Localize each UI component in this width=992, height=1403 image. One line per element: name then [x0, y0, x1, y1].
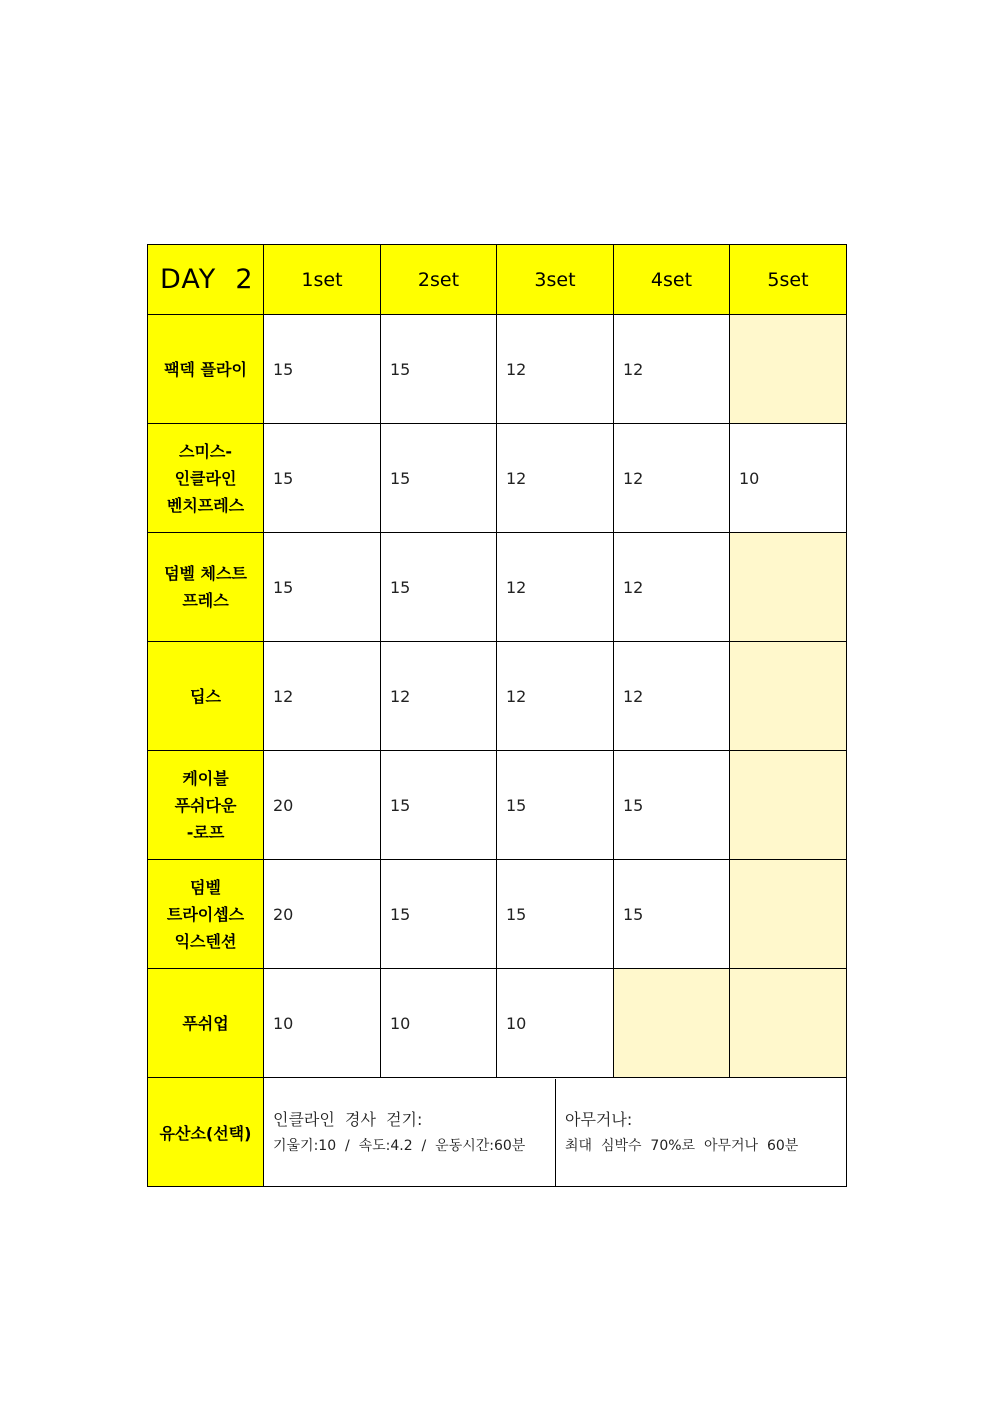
- exercise-name-line: 케이블: [182, 768, 229, 788]
- rep-cell: 15: [614, 860, 730, 969]
- exercise-name: [148, 424, 264, 533]
- set-header-3: 3set: [497, 245, 614, 315]
- rep-cell: 20: [264, 860, 381, 969]
- cardio-option-detail: 기울기:10 / 속도:4.2 / 운동시간:60분: [273, 1137, 526, 1154]
- exercise-row-peck-deck-fly: [148, 315, 847, 424]
- rep-cell: 20: [264, 751, 381, 860]
- exercise-row-cable-pushdown-rope: [148, 751, 847, 860]
- rep-cell: 12: [497, 424, 614, 533]
- rep-cell: 15: [497, 860, 614, 969]
- cardio-option-incline-walk: [264, 1079, 556, 1186]
- rep-cell: 12: [264, 642, 381, 751]
- cardio-option-title: 아무거나:: [565, 1109, 633, 1129]
- rep-cell: 15: [381, 315, 497, 424]
- exercise-row-pushup: [148, 969, 847, 1078]
- exercise-name-line: 푸쉬다운: [174, 795, 237, 815]
- empty-rep-cell: [730, 315, 847, 424]
- rep-cell: 12: [497, 533, 614, 642]
- rep-cell: 10: [264, 969, 381, 1078]
- empty-rep-cell: [730, 751, 847, 860]
- exercise-row-smith-incline-bench: [148, 424, 847, 533]
- empty-rep-cell: [730, 860, 847, 969]
- exercise-row-dips: [148, 642, 847, 751]
- exercise-name-line: 프레스: [182, 591, 229, 610]
- rep-cell: 10: [730, 424, 847, 533]
- rep-cell: 12: [614, 642, 730, 751]
- rep-cell: 10: [497, 969, 614, 1078]
- exercise-name: [148, 969, 264, 1078]
- rep-cell: 15: [381, 751, 497, 860]
- rep-cell: 12: [614, 424, 730, 533]
- exercise-name-line: 익스텐션: [174, 931, 237, 951]
- rep-cell: 15: [264, 424, 381, 533]
- set-header-1: 1set: [264, 245, 381, 315]
- exercise-name-line: 푸쉬업: [182, 1013, 229, 1033]
- rep-cell: 15: [381, 860, 497, 969]
- exercise-name-line: 팩덱 플라이: [164, 359, 247, 379]
- exercise-name-line: 스미스-: [178, 441, 232, 461]
- rep-cell: 15: [264, 533, 381, 642]
- set-header-4: 4set: [614, 245, 730, 315]
- rep-cell: 12: [614, 533, 730, 642]
- empty-rep-cell: [730, 642, 847, 751]
- rep-cell: 15: [381, 533, 497, 642]
- cardio-options: [264, 1078, 847, 1187]
- rep-cell: 12: [381, 642, 497, 751]
- rep-cell: 15: [381, 424, 497, 533]
- exercise-name: [148, 315, 264, 424]
- empty-rep-cell: [730, 969, 847, 1078]
- exercise-name-line: 덤벨 체스트: [164, 564, 247, 583]
- exercise-name-line: -로프: [186, 822, 225, 842]
- set-header-2: 2set: [381, 245, 497, 315]
- empty-rep-cell: [730, 533, 847, 642]
- exercise-row-dumbbell-chest-press: [148, 533, 847, 642]
- rep-cell: 15: [264, 315, 381, 424]
- exercise-name: [148, 751, 264, 860]
- rep-cell: 12: [497, 315, 614, 424]
- cardio-row: [148, 1078, 847, 1187]
- rep-cell: 12: [497, 642, 614, 751]
- exercise-name: [148, 642, 264, 751]
- rep-cell: 10: [381, 969, 497, 1078]
- workout-table: [147, 244, 847, 1187]
- exercise-row-dumbbell-triceps-extension: [148, 860, 847, 969]
- exercise-name: [148, 533, 264, 642]
- cardio-option-detail: 최대 심박수 70%로 아무거나 60분: [565, 1137, 799, 1154]
- exercise-name-line: 딥스: [190, 686, 221, 706]
- exercise-name-line: 인클라인: [174, 468, 237, 488]
- set-header-5: 5set: [730, 245, 847, 315]
- exercise-name: [148, 860, 264, 969]
- cardio-option-anything: [556, 1079, 846, 1186]
- exercise-name-line: 덤벨: [190, 877, 221, 897]
- exercise-name-line: 트라이셉스: [166, 904, 245, 924]
- rep-cell: 12: [614, 315, 730, 424]
- empty-rep-cell: [614, 969, 730, 1078]
- cardio-label: 유산소(선택): [148, 1078, 264, 1187]
- rep-cell: 15: [497, 751, 614, 860]
- cardio-option-title: 인클라인 경사 걷기:: [273, 1109, 423, 1129]
- header-row: [148, 245, 847, 315]
- exercise-name-line: 벤치프레스: [166, 495, 245, 515]
- day-title: DAY 2: [148, 245, 264, 315]
- rep-cell: 15: [614, 751, 730, 860]
